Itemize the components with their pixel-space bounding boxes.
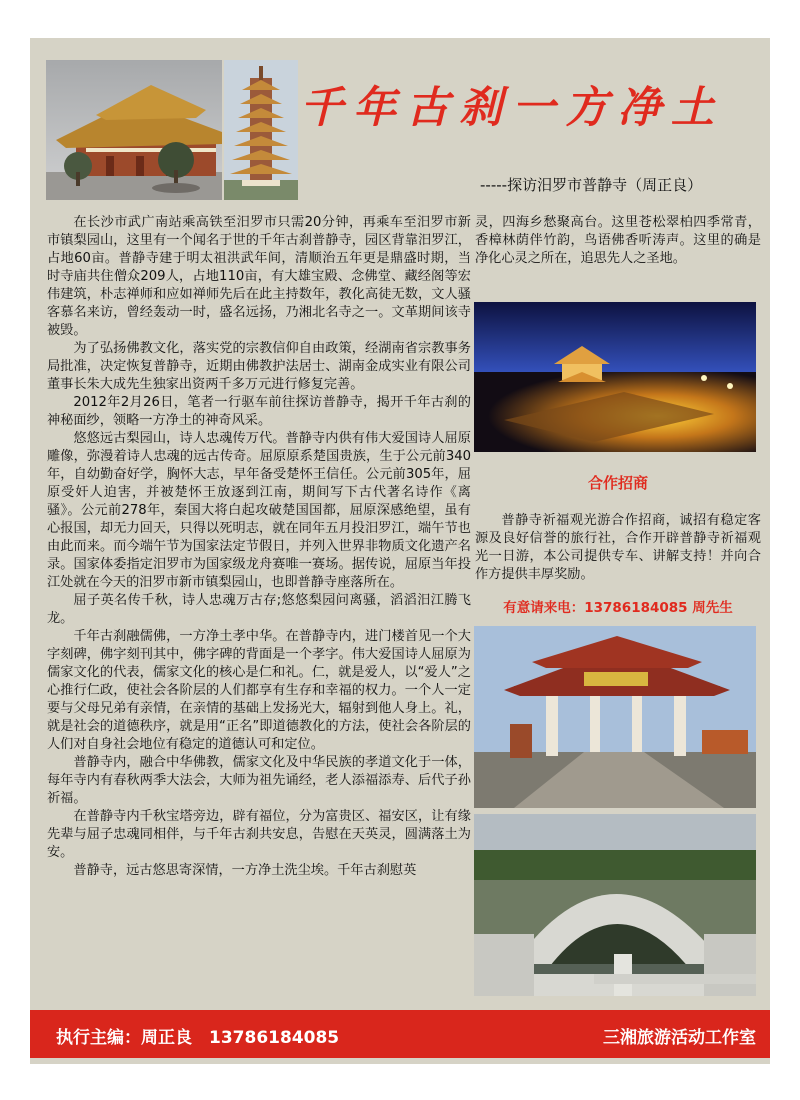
cooperation-body: 普静寺祈福观光游合作招商，诚招有稳定客源及良好信誉的旅行社，合作开辟普静寺祈福观光一日游，本公司提供专车、讲解支持！并向合作方提供丰厚奖励。 <box>475 513 761 582</box>
pagoda-photo <box>224 60 298 200</box>
article-paragraph: 悠悠远古梨园山，诗人忠魂传万代。普静寺内供有伟大爱国诗人屈原雕像，弥漫着诗人忠魂的远古传奇。屈原原系楚国贵族，生于公元前340年，自幼勤奋好学，胸怀大志，早年备受楚怀王信任。公元前305年，屈原受奸人迫害，并被楚怀王放逐到江南，期间写下古代著名诗作《离骚》。公元前278年，秦国大将白起攻破楚国国都，屈原深感绝望，虽有心报国，却无力回天，只得以死明志，就在同年五月投汨罗江，端午节也由此而来。而今端午节为国家法定节假日，并列入世界非物质文化遗产名录。国家体委指定汨罗市为国家级龙舟赛唯一赛场。据传说，屈原当年投江处就在今天的汨罗市新市镇梨园山，也即普静寺座落所在。 <box>47 431 471 590</box>
contact-line: 有意请来电：13786184085 周先生 <box>503 600 733 616</box>
stone-bridge-photo <box>474 814 756 996</box>
cooperation-heading: 合作招商 <box>587 474 648 492</box>
article-paragraph: 在普静寺内千秋宝塔旁边，辟有福位，分为富贵区、福安区，让有缘先辈与屈子忠魂同相伴，与千年古刹共安息，告慰在天英灵，圆满落土为安。 <box>47 809 471 860</box>
footer-bar <box>30 1010 770 1058</box>
article-paragraph: 千年古刹融儒佛，一方净土孝中华。在普静寺内，进门楼首见一个大字刻碑，佛字刻刊其中，佛字碑的背面是一个孝字。伟大爱国诗人屈原为儒家文化的代表，儒家文化的核心是仁和礼。仁，就是爱人，以“爱人”之心推行仁政，使社会各阶层的人们都享有生存和幸福的权力。一个人一定要与父母兄弟有亲情，在亲情的基础上发扬光大，辐射到他人身上。礼，就是社会的道德秩序，就是用“正名”即道德教化的方法，使社会各阶层的人们对自身社会地位有稳定的道德认可和定位。 <box>47 629 471 752</box>
article-paragraph: 在长沙市武广南站乘高铁至汨罗市只需20分钟，再乘车至汨罗市新市镇梨园山，这里有一个闻名于世的千年古刹普静寺，园区背靠汨罗江，占地60亩。普静寺建于明太祖洪武年间，清顺治五年更是鼎盛时期，当时寺庙共住僧众209人，占地110亩，有大雄宝殿、念佛堂、藏经阁等宏伟建筑，朴志禅师和应如禅师先后在此主持数年，教化高徒无数，文人骚客慕名来访，曾经轰动一时，盛名远扬，乃湘北名寺之一。文革期间该寺被毁。 <box>47 215 471 338</box>
article-paragraph: 普静寺，远古悠思寄深情，一方净土洗尘埃。千年古刹慰英 <box>73 863 417 878</box>
footer-editor: 执行主编：周正良 13786184085 <box>56 1028 340 1048</box>
night-temple-photo <box>474 302 756 452</box>
footer-studio: 三湘旅游活动工作室 <box>603 1028 756 1048</box>
article-paragraph: 屈子英名传千秋，诗人忠魂万古存;悠悠梨园问离骚，滔滔汨江腾飞龙。 <box>47 593 471 626</box>
article-paragraph: 普静寺内，融合中华佛教，儒家文化及中华民族的孝道文化于一体，每年寺内有春秋两季大法会，大师为祖先诵经，老人添福添寿、后代子孙祈福。 <box>47 755 471 806</box>
article-paragraph: 为了弘扬佛教文化，落实党的宗教信仰自由政策，经湖南省宗教事务局批准，决定恢复普静寺，近期由佛教护法居士、湖南金成实业有限公司董事长朱大成先生独家出资两千多万元进行修复完善。 <box>47 341 471 392</box>
article-continuation: 灵，四海乡愁聚高台。这里苍松翠柏四季常青，香樟林荫伴竹韵，鸟语佛香听涛声。这里的确是净化心灵之所在，追思先人之圣地。 <box>475 215 761 266</box>
flyer-page <box>30 38 770 1064</box>
main-title: 千年古刹一方净土 <box>300 83 724 133</box>
temple-hall-photo <box>46 60 222 200</box>
temple-gate-photo <box>474 626 756 808</box>
article-subtitle: -----探访汨罗市普静寺（周正良） <box>480 176 703 194</box>
article-paragraph: 2012年2月26日，笔者一行驱车前往探访普静寺，揭开千年古刹的神秘面纱，领略一方净土的神奇风采。 <box>47 395 471 428</box>
article-body <box>47 214 471 880</box>
